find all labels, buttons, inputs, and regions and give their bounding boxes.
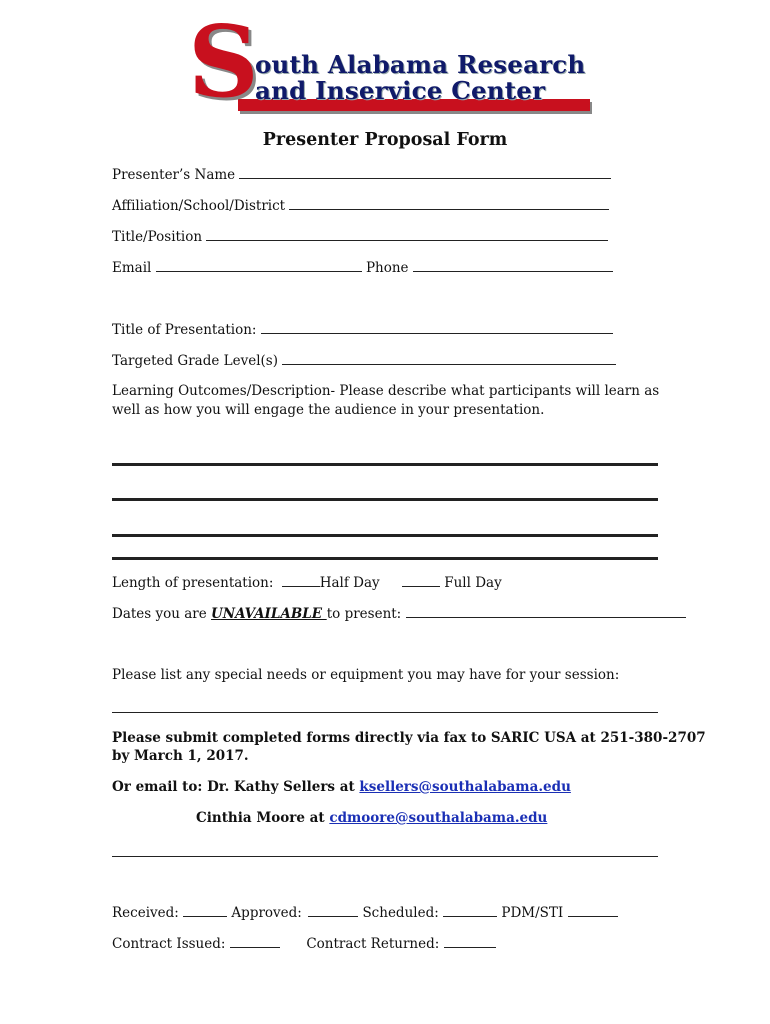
approved-field[interactable] xyxy=(308,904,358,917)
presentation-title-row xyxy=(112,321,613,338)
logo-line-2: and Inservice Center xyxy=(255,76,546,105)
contract-returned-field[interactable] xyxy=(444,935,496,948)
logo-line-1: outh Alabama Research xyxy=(255,50,586,79)
grade-level-row xyxy=(112,352,616,369)
email-field[interactable] xyxy=(156,259,362,272)
special-needs-label: Please list any special needs or equipment you may have for your session: xyxy=(112,667,620,683)
office-row-2 xyxy=(112,935,496,952)
dates-suffix: to present: xyxy=(326,606,402,622)
dates-prefix: Dates you are xyxy=(112,606,212,622)
affiliation-row xyxy=(112,197,609,214)
contract-returned-label: Contract Returned: xyxy=(306,936,440,952)
length-label: Length of presentation: xyxy=(112,575,274,591)
half-day-blank[interactable] xyxy=(282,574,320,587)
email-contact-prefix: Or email to: Dr. Kathy Sellers at xyxy=(112,779,360,795)
affiliation-label: Affiliation/School/District xyxy=(112,198,286,214)
email-link-sellers[interactable]: ksellers@southalabama.edu xyxy=(359,779,571,795)
email-link-moore[interactable]: cdmoore@southalabama.edu xyxy=(329,810,548,826)
title-position-field[interactable] xyxy=(206,228,608,241)
second-contact-row xyxy=(196,810,547,826)
outcomes-line-2: well as how you will engage the audience in your presentation. xyxy=(112,402,545,418)
contract-issued-label: Contract Issued: xyxy=(112,936,226,952)
full-day-blank[interactable] xyxy=(402,574,440,587)
length-row xyxy=(112,574,502,591)
presentation-title-label: Title of Presentation: xyxy=(112,322,257,338)
description-line-1[interactable] xyxy=(112,463,658,466)
title-position-row xyxy=(112,228,608,245)
description-line-3[interactable] xyxy=(112,534,658,537)
email-contact-row xyxy=(112,779,571,795)
pdm-sti-field[interactable] xyxy=(568,904,618,917)
title-position-label: Title/Position xyxy=(112,229,203,245)
phone-field[interactable] xyxy=(413,259,613,272)
second-contact-prefix: Cinthia Moore at xyxy=(196,810,330,826)
description-line-4[interactable] xyxy=(112,557,658,560)
scheduled-label: Scheduled: xyxy=(362,905,439,921)
half-day-label: Half Day xyxy=(319,575,380,591)
special-needs-line[interactable] xyxy=(112,712,658,713)
presenter-name-label: Presenter’s Name xyxy=(112,167,236,183)
email-phone-row xyxy=(112,259,613,276)
approved-label: Approved: xyxy=(231,905,302,921)
grade-level-label: Targeted Grade Level(s) xyxy=(112,353,278,369)
description-line-2[interactable] xyxy=(112,498,658,501)
email-label: Email xyxy=(112,260,152,276)
outcomes-line-1: Learning Outcomes/Description- Please describe what participants will learn as xyxy=(112,383,660,399)
form-title: Presenter Proposal Form xyxy=(262,130,508,150)
dates-unavailable: UNAVAILABLE xyxy=(211,606,327,622)
pdm-sti-label: PDM/STI xyxy=(501,905,564,921)
dates-row xyxy=(112,605,686,622)
office-row-1 xyxy=(112,904,618,921)
contract-issued-field[interactable] xyxy=(230,935,280,948)
received-label: Received: xyxy=(112,905,179,921)
phone-label: Phone xyxy=(365,260,409,276)
dates-field[interactable] xyxy=(406,605,686,618)
affiliation-field[interactable] xyxy=(289,197,609,210)
presentation-title-field[interactable] xyxy=(261,321,613,334)
submit-line-2: by March 1, 2017. xyxy=(112,748,249,764)
full-day-label: Full Day xyxy=(444,575,502,591)
submit-line-1: Please submit completed forms directly via fax to SARIC USA at 251-380-2707 xyxy=(112,730,706,746)
presenter-name-field[interactable] xyxy=(239,166,611,179)
scheduled-field[interactable] xyxy=(443,904,497,917)
logo-letter-s: S xyxy=(188,5,259,120)
presenter-name-row xyxy=(112,166,611,183)
received-field[interactable] xyxy=(183,904,227,917)
grade-level-field[interactable] xyxy=(282,352,616,365)
divider-line xyxy=(112,856,658,857)
